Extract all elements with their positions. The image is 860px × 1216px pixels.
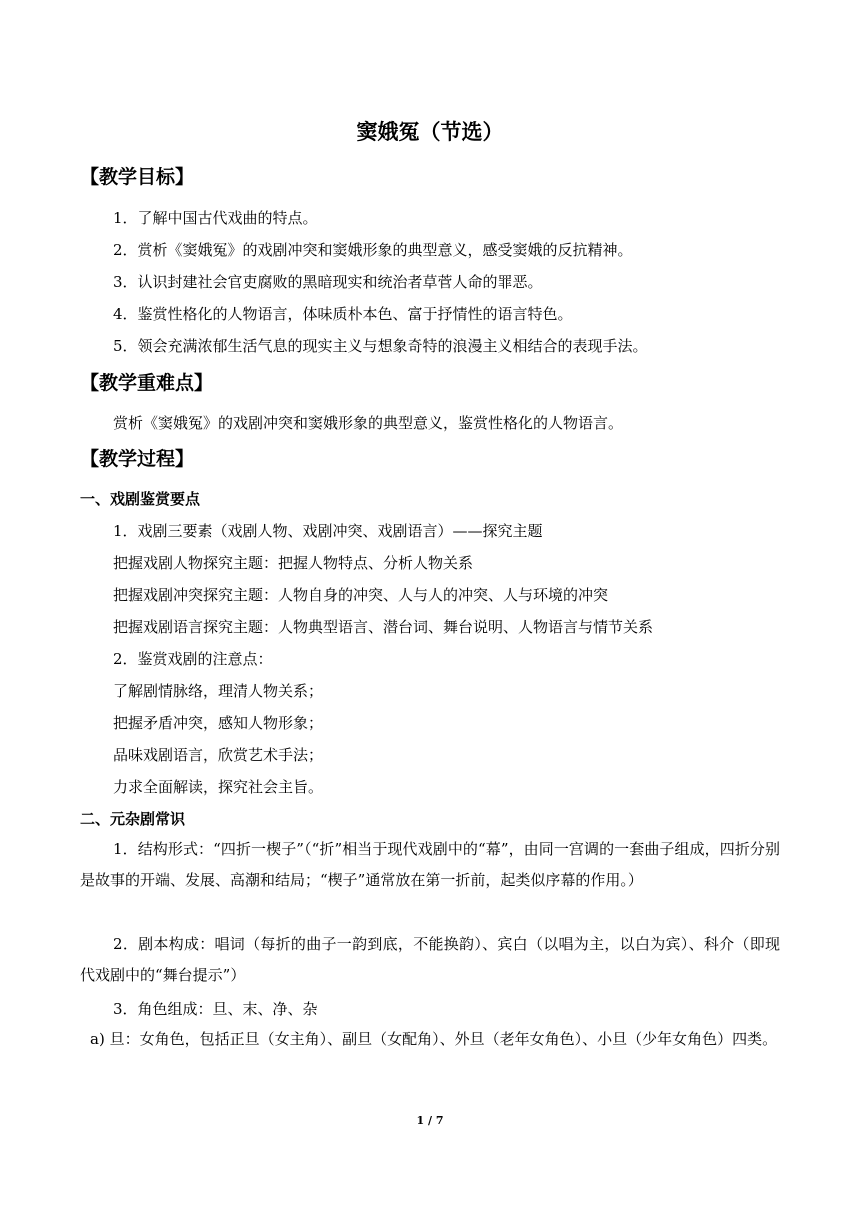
page-number: 1 / 7 [416,1114,444,1127]
script-paragraph: 2．剧本构成：唱词（每折的曲子一韵到底，不能换韵）、宾白（以唱为主，以白为宾）、科介（即现代戏剧中的“舞台提示”） [80,935,780,984]
part1-line-5: 2．鉴赏戏剧的注意点： [113,650,273,668]
part1-line-4: 把握戏剧语言探究主题：人物典型语言、潜台词、舞台说明、人物语言与情节关系 [113,618,654,636]
part1-line-8: 品味戏剧语言，欣赏艺术手法； [113,746,324,764]
part1-line-6: 了解剧情脉络，理清人物关系； [113,682,324,700]
part1-line-9: 力求全面解读，探究社会主旨。 [113,778,324,796]
part2-heading: 二、元杂剧常识 [80,810,186,828]
part1-line-2: 把握戏剧人物探究主题：把握人物特点、分析人物关系 [113,554,474,572]
objective-item-2: 2．赏析《窦娥冤》的戏剧冲突和窦娥形象的典型意义，感受窦娥的反抗精神。 [113,241,633,259]
dan-paragraph: a) 旦：女角色，包括正旦（女主角）、副旦（女配角）、外旦（老年女角色）、小旦（少年女角色）四类。 [90,1030,778,1048]
objective-item-5: 5．领会充满浓郁生活气息的现实主义与想象奇特的浪漫主义相结合的表现手法。 [113,337,648,355]
objective-item-4: 4．鉴赏性格化的人物语言，体味质朴本色、富于抒情性的语言特色。 [113,305,573,323]
structure-paragraph: 1．结构形式：“四折一楔子”（“折”相当于现代戏剧中的“幕”，由同一宫调的一套曲子组成，四折分别是故事的开端、发展、高潮和结局；“楔子”通常放在第一折前，起类似序幕的作用。） [80,840,780,889]
part1-line-1: 1．戏剧三要素（戏剧人物、戏剧冲突、戏剧语言）——探究主题 [113,522,543,540]
key-points-heading: 【教学重难点】 [80,372,214,394]
part1-line-3: 把握戏剧冲突探究主题：人物自身的冲突、人与人的冲突、人与环境的冲突 [113,586,609,604]
part1-heading: 一、戏剧鉴赏要点 [80,490,201,508]
objective-item-3: 3．认识封建社会官吏腐败的黑暗现实和统治者草菅人命的罪恶。 [113,273,543,291]
page-title: 窦娥冤（节选） [356,120,504,144]
part1-line-7: 把握矛盾冲突，感知人物形象； [113,714,324,732]
process-heading: 【教学过程】 [80,448,195,470]
roles-line: 3．角色组成：旦、末、净、杂 [113,1000,318,1018]
objectives-heading: 【教学目标】 [80,166,195,188]
objective-item-1: 1．了解中国古代戏曲的特点。 [113,209,318,227]
key-points-text: 赏析《窦娥冤》的戏剧冲突和窦娥形象的典型意义，鉴赏性格化的人物语言。 [113,414,624,432]
